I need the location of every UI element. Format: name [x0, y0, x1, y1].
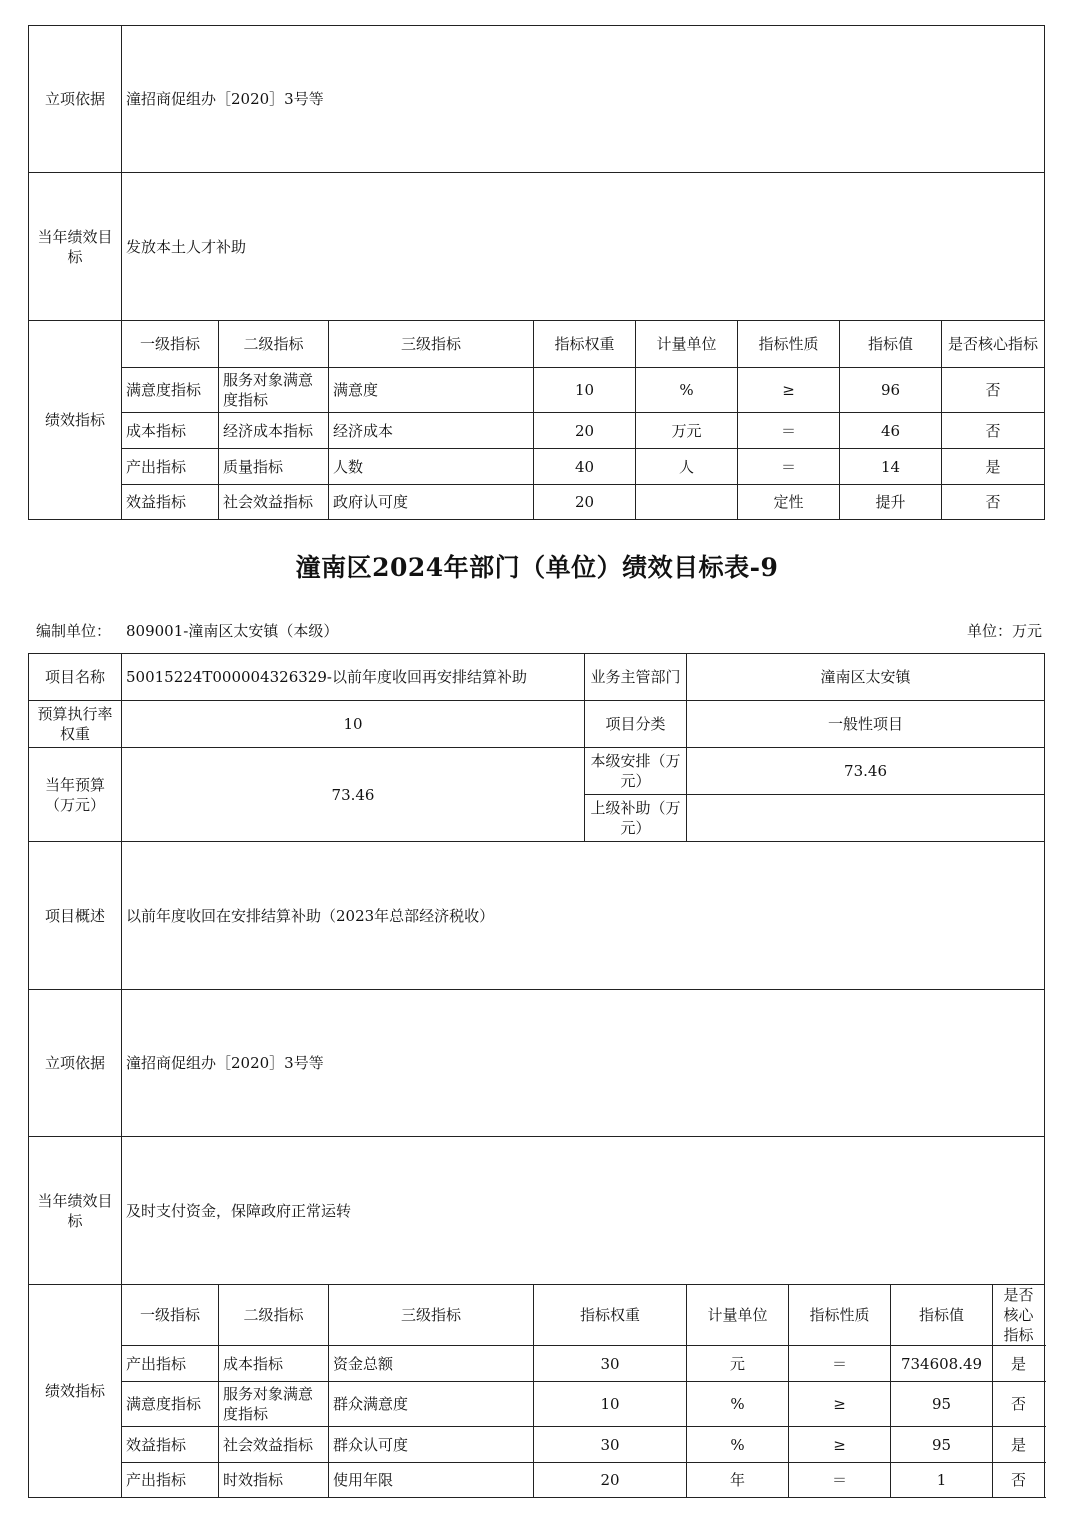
table-row — [29, 485, 1045, 520]
cell-core: 是 — [942, 449, 1045, 485]
header-nature: 指标性质 — [738, 321, 840, 368]
basis-value: 潼招商促组办［2020］3号等 — [122, 990, 1045, 1137]
cell-weight: 30 — [534, 1427, 687, 1463]
upper-label: 上级补助（万元） — [585, 795, 687, 842]
cell-value: 46 — [840, 413, 942, 449]
perf-label: 绩效指标 — [29, 1285, 122, 1498]
cell-weight: 10 — [534, 368, 636, 413]
org-value: 809001-潼南区太安镇（本级） — [126, 622, 339, 640]
upper-value — [687, 795, 1045, 842]
perf-label: 绩效指标 — [29, 321, 122, 520]
cell-weight: 30 — [534, 1346, 687, 1382]
cell-level1: 产出指标 — [122, 1346, 219, 1382]
project-table — [28, 653, 1045, 1498]
project-name-label: 项目名称 — [29, 654, 122, 701]
overview-value: 以前年度收回在安排结算补助（2023年总部经济税收） — [122, 842, 1045, 990]
local-label: 本级安排（万元） — [585, 748, 687, 795]
goal-value: 发放本土人才补助 — [122, 173, 1045, 321]
cell-level3: 使用年限 — [329, 1463, 534, 1498]
header-unit: 计量单位 — [636, 321, 738, 368]
cell-level2: 社会效益指标 — [219, 485, 329, 520]
header-level2: 二级指标 — [219, 1285, 329, 1346]
cell-level3: 人数 — [329, 449, 534, 485]
category-label: 项目分类 — [585, 701, 687, 748]
cell-nature: ≥ — [789, 1427, 891, 1463]
dept-label: 业务主管部门 — [585, 654, 687, 701]
cell-value: 96 — [840, 368, 942, 413]
rate-value: 10 — [122, 701, 585, 748]
cell-level3: 满意度 — [329, 368, 534, 413]
cell-core: 否 — [942, 413, 1045, 449]
header-nature: 指标性质 — [789, 1285, 891, 1346]
dept-value: 潼南区太安镇 — [687, 654, 1045, 701]
table-row — [29, 1427, 1045, 1463]
cell-level2: 经济成本指标 — [219, 413, 329, 449]
unit-label: 单位：万元 — [966, 622, 1042, 640]
header-level3: 三级指标 — [329, 1285, 534, 1346]
cell-nature: 定性 — [738, 485, 840, 520]
table-row — [29, 413, 1045, 449]
category-value: 一般性项目 — [687, 701, 1045, 748]
cell-unit: 人 — [636, 449, 738, 485]
header-level1: 一级指标 — [122, 1285, 219, 1346]
cell-level1: 效益指标 — [122, 485, 219, 520]
cell-level2: 服务对象满意度指标 — [219, 1382, 329, 1427]
header-level1: 一级指标 — [122, 321, 219, 368]
cell-level3: 群众满意度 — [329, 1382, 534, 1427]
cell-unit: % — [636, 368, 738, 413]
cell-value: 95 — [891, 1382, 993, 1427]
cell-level1: 满意度指标 — [122, 1382, 219, 1427]
cell-value: 734608.49 — [891, 1346, 993, 1382]
header-value: 指标值 — [891, 1285, 993, 1346]
basis-label: 立项依据 — [29, 990, 122, 1137]
goal-label: 当年绩效目标 — [29, 173, 122, 321]
header-level2: 二级指标 — [219, 321, 329, 368]
header-weight: 指标权重 — [534, 321, 636, 368]
cell-level2: 成本指标 — [219, 1346, 329, 1382]
cell-unit: 年 — [687, 1463, 789, 1498]
org-label: 编制单位： — [36, 622, 112, 640]
cell-level2: 社会效益指标 — [219, 1427, 329, 1463]
cell-value: 14 — [840, 449, 942, 485]
table-row — [29, 1382, 1045, 1427]
table-row — [29, 1346, 1045, 1382]
cell-weight: 20 — [534, 413, 636, 449]
cell-level1: 产出指标 — [122, 1463, 219, 1498]
cell-level3: 经济成本 — [329, 413, 534, 449]
table-row — [29, 368, 1045, 413]
cell-core: 否 — [942, 485, 1045, 520]
cell-level2: 时效指标 — [219, 1463, 329, 1498]
cell-unit: 元 — [687, 1346, 789, 1382]
cell-level2: 服务对象满意度指标 — [219, 368, 329, 413]
cell-core: 否 — [993, 1382, 1045, 1427]
header-weight: 指标权重 — [534, 1285, 687, 1346]
cell-unit: % — [687, 1382, 789, 1427]
table-row — [29, 1463, 1045, 1498]
header-unit: 计量单位 — [687, 1285, 789, 1346]
overview-label: 项目概述 — [29, 842, 122, 990]
cell-weight: 40 — [534, 449, 636, 485]
header-level3: 三级指标 — [329, 321, 534, 368]
rate-label: 预算执行率权重 — [29, 701, 122, 748]
cell-unit: 万元 — [636, 413, 738, 449]
goal-value: 及时支付资金，保障政府正常运转 — [122, 1137, 1045, 1285]
budget-label: 当年预算（万元） — [29, 748, 122, 842]
cell-nature: ＝ — [738, 413, 840, 449]
cell-unit: % — [687, 1427, 789, 1463]
cell-value: 提升 — [840, 485, 942, 520]
header-core: 是否核心指标 — [993, 1285, 1045, 1346]
table-row — [29, 449, 1045, 485]
cell-nature: ＝ — [738, 449, 840, 485]
cell-weight: 10 — [534, 1382, 687, 1427]
basis-label: 立项依据 — [29, 26, 122, 173]
basis-value: 潼招商促组办［2020］3号等 — [122, 26, 1045, 173]
cell-core: 否 — [993, 1463, 1045, 1498]
cell-nature: ＝ — [789, 1346, 891, 1382]
page-title: 潼南区2024年部门（单位）绩效目标表-9 — [295, 553, 779, 582]
cell-nature: ＝ — [789, 1463, 891, 1498]
local-value: 73.46 — [687, 748, 1045, 795]
cell-level1: 产出指标 — [122, 449, 219, 485]
goal-label: 当年绩效目标 — [29, 1137, 122, 1285]
cell-level1: 效益指标 — [122, 1427, 219, 1463]
header-value: 指标值 — [840, 321, 942, 368]
cell-level2: 质量指标 — [219, 449, 329, 485]
cell-value: 95 — [891, 1427, 993, 1463]
cell-level1: 满意度指标 — [122, 368, 219, 413]
header-core: 是否核心指标 — [942, 321, 1045, 368]
project-name-value: 50015224T000004326329-以前年度收回再安排结算补助 — [122, 654, 585, 701]
cell-level1: 成本指标 — [122, 413, 219, 449]
cell-level3: 资金总额 — [329, 1346, 534, 1382]
cell-level3: 群众认可度 — [329, 1427, 534, 1463]
cell-core: 否 — [942, 368, 1045, 413]
cell-nature: ≥ — [738, 368, 840, 413]
top-table — [28, 25, 1045, 520]
cell-weight: 20 — [534, 485, 636, 520]
cell-unit — [636, 485, 738, 520]
cell-core: 是 — [993, 1427, 1045, 1463]
cell-level3: 政府认可度 — [329, 485, 534, 520]
cell-nature: ≥ — [789, 1382, 891, 1427]
budget-value: 73.46 — [122, 748, 585, 842]
cell-value: 1 — [891, 1463, 993, 1498]
cell-core: 是 — [993, 1346, 1045, 1382]
cell-weight: 20 — [534, 1463, 687, 1498]
